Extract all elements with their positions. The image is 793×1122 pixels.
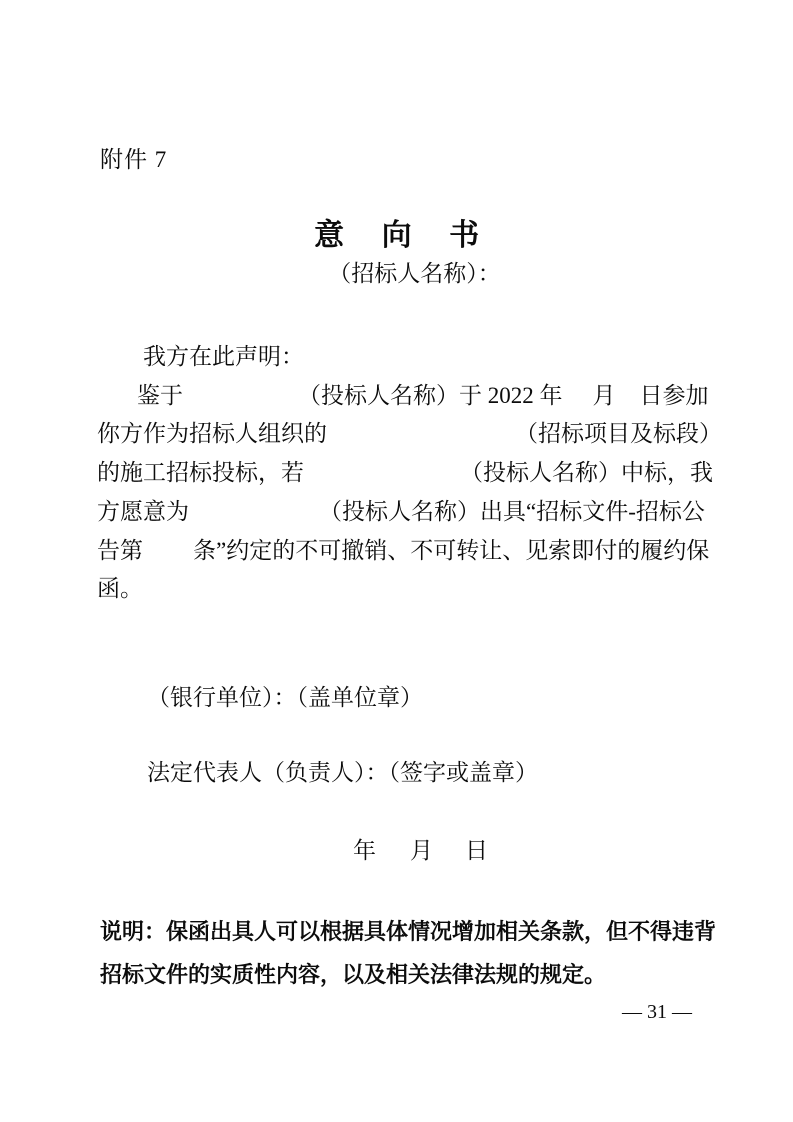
date-line: [97, 837, 737, 865]
text-segment: （投标人名称）中标，我: [460, 460, 713, 486]
fill-in-blank: [304, 479, 460, 480]
note-section: [100, 910, 725, 996]
text-segment: 我方在此声明：: [143, 344, 304, 369]
fill-in-blank: [97, 857, 353, 858]
text-segment: 的施工招标投标，若: [97, 460, 304, 486]
note-line-1: 说明：保函出具人可以根据具体情况增加相关条款，但不得违背: [100, 919, 717, 944]
text-segment: 日参加: [639, 382, 709, 408]
text-segment: 函。: [97, 576, 143, 602]
fill-in-blank: [183, 402, 298, 403]
fill-in-blank: [616, 402, 640, 403]
fill-in-blank: [433, 857, 465, 858]
text-segment: 月: [410, 838, 433, 863]
text-segment: （招标项目及标段）: [515, 421, 722, 447]
fill-in-blank: [97, 402, 137, 403]
declaration-line: [97, 570, 737, 609]
text-segment: 日: [465, 838, 488, 863]
fill-in-blank: [97, 363, 143, 364]
fill-in-blank: [189, 518, 319, 519]
fill-in-blank: [563, 402, 593, 403]
note-line-2: 招标文件的实质性内容，以及相关法律法规的规定。: [100, 962, 607, 987]
text-segment: 条”约定的不可撤销、不可转让、见索即付的履约保: [193, 537, 710, 563]
declaration-line: [97, 415, 737, 454]
fill-in-blank: [376, 857, 410, 858]
declaration-body: [97, 338, 737, 609]
text-segment: （投标人名称）出具“招标文件-招标公: [319, 498, 705, 524]
text-segment: 年: [353, 838, 376, 863]
recipient-line: （招标人名称）：: [328, 261, 501, 286]
text-segment: 鉴于: [137, 382, 183, 408]
page-number: — 31 —: [622, 1001, 692, 1023]
fill-in-blank: [327, 440, 515, 441]
text-segment: 月: [592, 382, 616, 408]
bank-signature-line: （银行单位）：（盖单位章）: [147, 685, 423, 710]
attachment-label: 附件 7: [100, 147, 168, 172]
declaration-line: [97, 532, 737, 571]
document-title: 意向书: [314, 219, 517, 252]
legal-representative-line: 法定代表人（负责人）：（签字或盖章）: [147, 760, 538, 785]
text-segment: 方愿意为: [97, 498, 189, 524]
declaration-line: [97, 338, 737, 377]
fill-in-blank: [143, 557, 193, 558]
declaration-line: [97, 493, 737, 532]
text-segment: 告第: [97, 537, 143, 563]
text-segment: （投标人名称）于 2022 年: [298, 382, 563, 408]
declaration-line: [97, 454, 737, 493]
declaration-line: [97, 377, 737, 416]
text-segment: 你方作为招标人组织的: [97, 421, 327, 447]
